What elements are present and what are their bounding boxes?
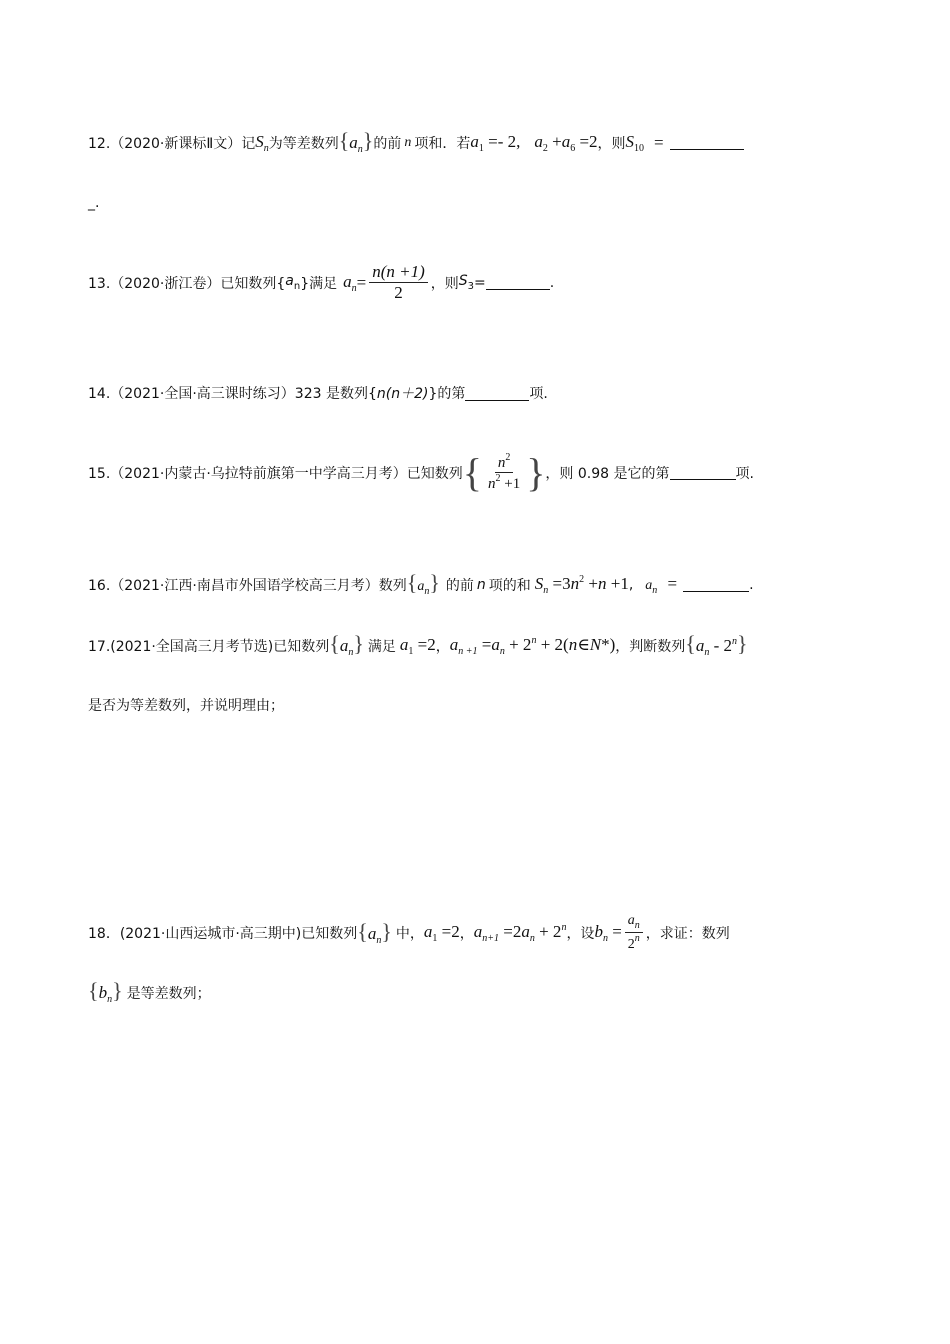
q14-end: 项. <box>529 386 548 402</box>
q16-an: $a_n$ = <box>645 573 678 596</box>
q17-line-2 <box>88 695 284 715</box>
q17-comma: ， <box>435 638 450 655</box>
q18-text: 中， <box>395 926 424 943</box>
q17-condition-1: $a_1 =2$ <box>399 634 436 657</box>
q17-text: ，判断数列 <box>615 638 686 655</box>
q16-text: 项的和 <box>488 577 531 594</box>
q13-text: ，则 <box>430 275 459 292</box>
q16-seq: $\{a_n\}$ <box>406 570 440 597</box>
q13-end: . <box>549 274 555 291</box>
q13-fraction: $\frac{n(n +1)}{2}$ <box>369 262 428 304</box>
q13-an: $a_n$ <box>285 273 301 293</box>
q14-number: 14.（2021·全国·高三课时练习）323 是数列{ <box>88 386 377 402</box>
q18-comma: ， <box>459 926 474 943</box>
q17-seq-b: $\{a_n - 2^n\}$ <box>685 631 748 658</box>
q18-fraction: $\frac{a_n}{2^n}$ <box>625 913 643 954</box>
question-18 <box>88 913 730 954</box>
q18-number: 18．(2021·山西运城市·高三期中)已知数列 <box>88 926 358 943</box>
q18-seq-b: $\{b_n\}$ <box>88 978 123 1005</box>
q18-line2-text: 是等差数列； <box>126 985 211 1002</box>
question-12 <box>88 130 744 155</box>
question-15 <box>88 449 754 495</box>
answer-blank[interactable] <box>670 465 736 480</box>
q15-end: 项. <box>735 465 754 482</box>
q15-fraction: $\frac{n^2}{n^2 +1}$ <box>488 452 521 492</box>
q17-recurrence: $a_{n +1} =a_n + 2^n$ + 2(n∈N*) <box>449 634 616 657</box>
question-13 <box>88 262 554 304</box>
q13-number: 13.（2020·浙江卷）已知数列{ <box>88 275 286 292</box>
q18-text: ，设 <box>566 926 595 943</box>
q12-eq: = <box>654 132 664 152</box>
q12-text: 为等差数列 <box>268 135 339 152</box>
q12-tail-text: _. <box>88 195 100 211</box>
answer-blank[interactable] <box>683 577 749 592</box>
left-brace: { <box>462 449 482 495</box>
q12-condition-2: $a_2 +a_6 =2$ <box>534 131 598 154</box>
q12-n: n <box>404 134 412 150</box>
q15-text: ，则 0.98 是它的第 <box>545 465 670 482</box>
q13-text: }满足 <box>300 275 338 292</box>
q12-condition-1: $a_1 =- 2$, <box>470 131 521 154</box>
q12-number: 12.（2020·新课标Ⅱ文）记 <box>88 135 256 152</box>
q12-seq: $\{a_n\}$ <box>338 128 374 155</box>
answer-blank[interactable] <box>465 386 529 401</box>
q18-seq: $\{a_n\}$ <box>357 918 392 946</box>
q13-S3: $S_3$ <box>458 273 475 293</box>
right-brace: } <box>526 449 546 495</box>
question-16 <box>88 572 754 597</box>
q16-number: 16.（2021·江西·南昌市外国语学校高三月考）数列 <box>88 577 407 594</box>
answer-blank[interactable] <box>486 275 550 290</box>
question-14 <box>88 383 548 403</box>
q12-text: ，则 <box>597 135 626 152</box>
question-17 <box>88 633 748 658</box>
q16-n: n <box>476 576 486 593</box>
q18-b-def: $b_n$ = <box>594 922 622 945</box>
q16-end: . <box>749 576 754 593</box>
q16-text: , <box>628 576 634 593</box>
q17-text: 满足 <box>367 638 396 655</box>
q12-math-S: $S_n$ <box>255 131 269 154</box>
q16-sum-formula: $S_n =3n^2 +n +1$ <box>534 573 629 596</box>
q18-condition-1: $a_1 =2$ <box>423 922 460 945</box>
answer-blank[interactable] <box>670 135 744 150</box>
q14-text: }的第 <box>428 386 466 402</box>
q17-seq: $\{a_n\}$ <box>329 631 364 658</box>
q12-S10: $S_{10}$ <box>625 131 645 154</box>
q18-line-2 <box>88 980 211 1005</box>
q17-number: 17.(2021·全国高三月考节选)已知数列 <box>88 638 330 655</box>
q18-text: ，求证：数列 <box>645 926 730 943</box>
q12-text: 的前 <box>373 135 402 152</box>
q13-lhs: $a_n$ <box>343 271 357 294</box>
q18-recurrence: $a_{n+1} =2a_n + 2^n$ <box>473 922 567 945</box>
q12-tail <box>88 195 99 211</box>
q13-text: = <box>474 274 486 291</box>
q16-text: 的前 <box>445 577 474 594</box>
q13-eq: = <box>356 272 367 292</box>
q14-expr: n(n＋2) <box>376 386 429 402</box>
q15-number: 15.（2021·内蒙古·乌拉特前旗第一中学高三月考）已知数列 <box>88 465 463 482</box>
q12-text: 项和．若 <box>414 135 471 152</box>
q17-line2-text: 是否为等差数列，并说明理由； <box>88 698 284 714</box>
